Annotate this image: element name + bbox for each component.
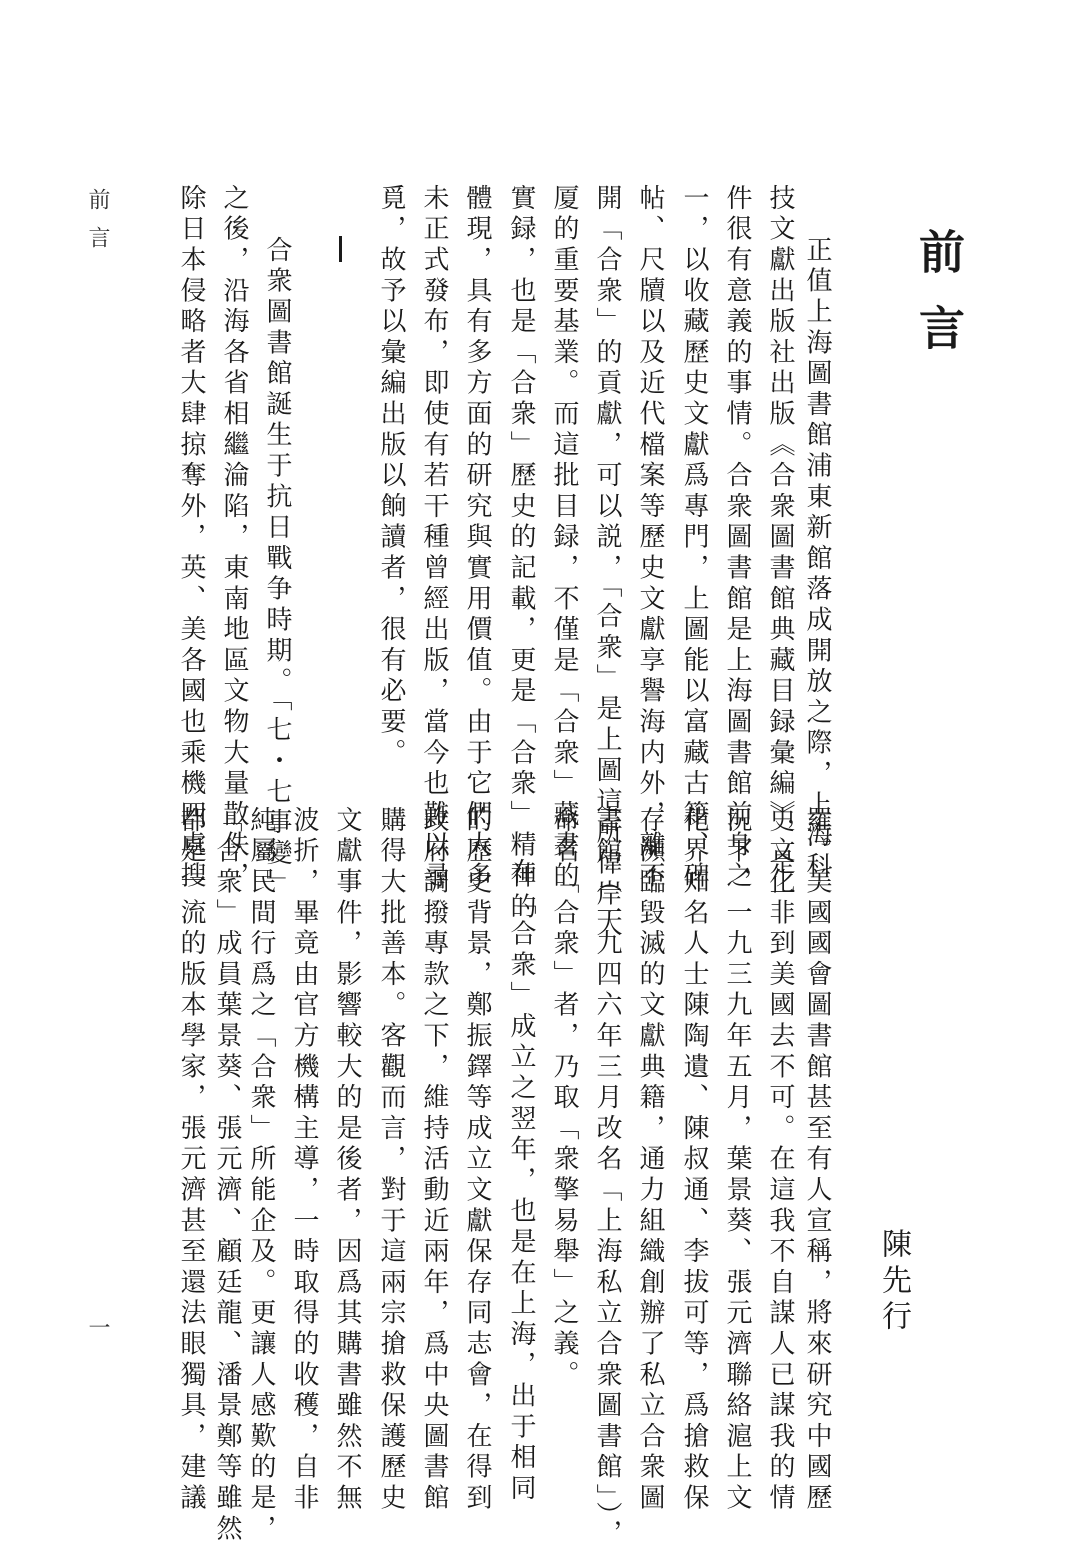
page-number: 一 (85, 1316, 110, 1354)
text-column: 之後，沿海各省相繼淪陷，東南地區文物大量散佚， (219, 184, 249, 893)
text-column: 都是一流的版本學家，張元濟甚至還法眼獨具，建議 (176, 806, 206, 1515)
text-column: 在「合衆」成立之翌年，也是在上海，出于相同 (506, 858, 536, 1505)
text-column: 羅。美國國會圖書館甚至有人宣稱，將來研究中國歷 (802, 806, 832, 1515)
text-column: 合衆圖書館誕生于抗日戰争時期。「七・七事變」 (262, 236, 292, 901)
text-column: 帖、尺牘以及近代檔案等歷史文獻享譽海内外，離不 (635, 184, 665, 893)
text-column: 開「合衆」的貢獻，可以説，「合衆」是上圖這所偉岸大 (592, 184, 622, 941)
text-column: 的歷史背景，鄭振鐸等成立文獻保存同志會，在得到 (462, 806, 492, 1515)
text-column: 「合衆」成員葉景葵、張元濟、顧廷龍、潘景鄭等雖然 (212, 806, 242, 1546)
text-column: 存瀕臨毀滅的文獻典籍，通力組織創辦了私立合衆圖 (635, 806, 665, 1515)
text-column: 實録，也是「合衆」歷史的記載，更是「合衆」精神的 (506, 184, 536, 924)
page-title: 前言 (912, 228, 966, 380)
text-column: 史文化非到美國去不可。在這我不自謀人已謀我的情 (765, 806, 795, 1515)
running-head: 前言 (85, 188, 110, 264)
text-column: 一，以收藏歷史文獻爲專門，上圖能以富藏古籍、碑 (679, 184, 709, 893)
text-column: 未正式發布，即使有若干種曾經出版，當今也難以尋 (419, 184, 449, 893)
text-column: 購得大批善本。客觀而言，對于這兩宗搶救保護歷史 (376, 806, 406, 1515)
text-column: 覓，故予以彙編出版以餉讀者，很有必要。 (376, 184, 406, 770)
text-column: 化界知名人士陳陶遺、陳叔通、李拔可等，爲搶救保 (679, 806, 709, 1515)
text-column: 波折，畢竟由官方機構主導，一時取得的收穫，自非 (289, 806, 319, 1515)
text-column: 況下，一九三九年五月，葉景葵、張元濟聯絡滬上文 (722, 806, 752, 1515)
section-marker (339, 236, 342, 262)
text-column: 純屬民間行爲之「合衆」所能企及。更讓人感歎的是， (246, 806, 276, 1546)
author-name: 陳先行 (876, 1228, 911, 1336)
text-column: 體現，具有多方面的研究與實用價值。由于它們大多 (462, 184, 492, 893)
text-column: 除日本侵略者大肆掠奪外，英、美各國也乘機四處搜 (176, 184, 206, 893)
text-column: 厦的重要基業。而這批目録，不僅是「合衆」藏書的 (549, 184, 579, 893)
text-column: 命名「合衆」者，乃取「衆擎易舉」之義。 (549, 806, 579, 1392)
text-column: 文獻事件，影響較大的是後者，因爲其購書雖然不無 (332, 806, 362, 1515)
text-column: 政府調撥專款之下，維持活動近兩年，爲中央圖書館 (419, 806, 449, 1515)
text-column: 件很有意義的事情。合衆圖書館是上海圖書館前身之 (722, 184, 752, 893)
text-column: 書館（一九四六年三月改名「上海私立合衆圖書館」）， (592, 806, 622, 1550)
text-column: 技文獻出版社出版《合衆圖書館典藏目録彙編》，是一 (765, 184, 795, 911)
text-column: 正值上海圖書館浦東新館落成開放之際，上海科 (802, 236, 832, 883)
